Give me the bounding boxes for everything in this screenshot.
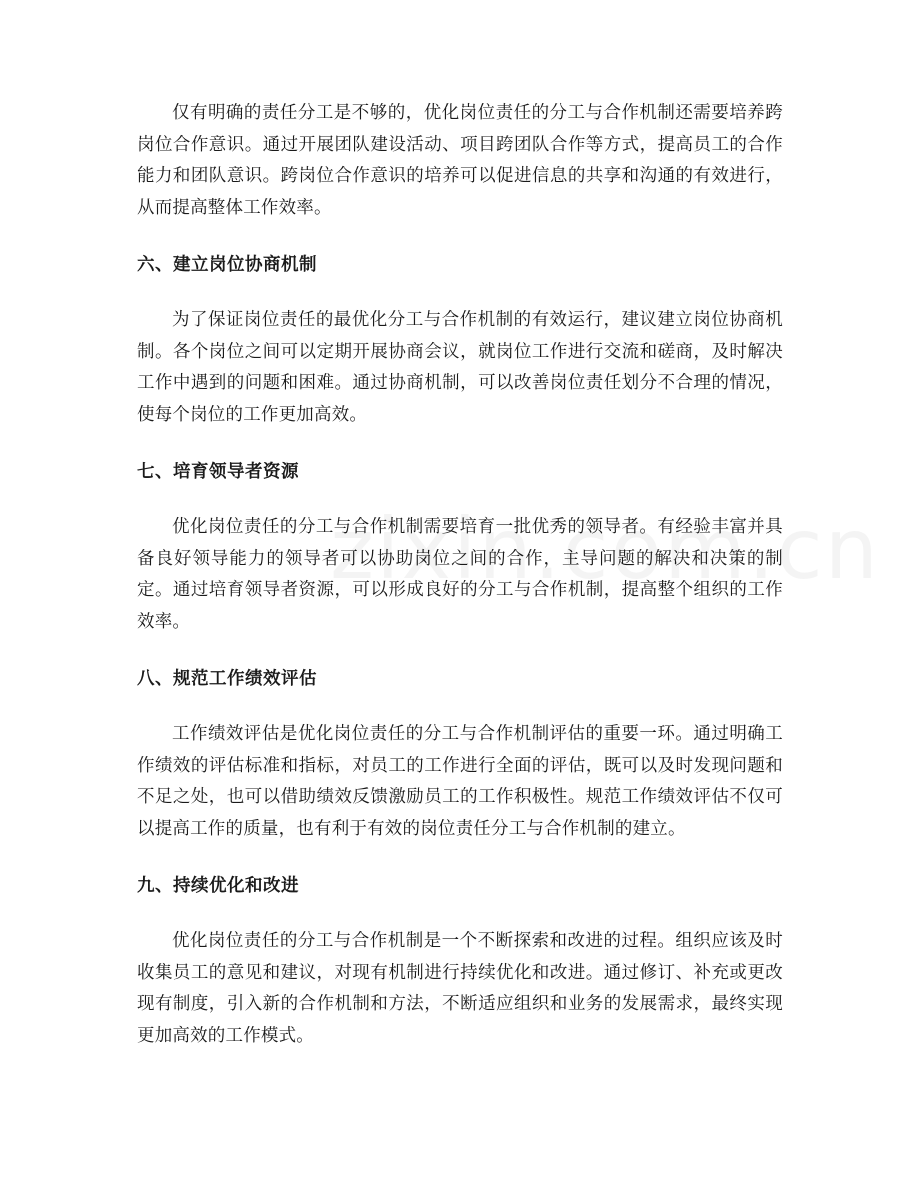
paragraph: 仅有明确的责任分工是不够的，优化岗位责任的分工与合作机制还需要培养跨岗位合作意识。通过开展团队建设活动、项目跨团队合作等方式，提高员工的合作能力和团队意识。跨岗位合作意识的培养可以促进信息的共享和沟通的有效进行，从而提高整体工作效率。 bbox=[137, 103, 783, 218]
paragraph: 为了保证岗位责任的最优化分工与合作机制的有效运行，建议建立岗位协商机制。各个岗位之间可以定期开展协商会议，就岗位工作进行交流和磋商，及时解决工作中遇到的问题和困难。通过协商机制，可以改善岗位责任划分不合理的情况，使每个岗位的工作更加高效。 bbox=[137, 310, 783, 425]
section-heading: 六、建立岗位协商机制 bbox=[137, 255, 317, 275]
paragraph: 优化岗位责任的分工与合作机制是一个不断探索和改进的过程。组织应该及时收集员工的意见和建议，对现有机制进行持续优化和改进。通过修订、补充或更改现有制度，引入新的合作机制和方法，不断适应组织和业务的发展需求，最终实现更加高效的工作模式。 bbox=[137, 931, 783, 1046]
paragraph: 工作绩效评估是优化岗位责任的分工与合作机制评估的重要一环。通过明确工作绩效的评估标准和指标，对员工的工作进行全面的评估，既可以及时发现问题和不足之处，也可以借助绩效反馈激励员工的工作积极性。规范工作绩效评估不仅可以提高工作的质量，也有利于有效的岗位责任分工与合作机制的建立。 bbox=[137, 724, 783, 839]
paragraph: 优化岗位责任的分工与合作机制需要培育一批优秀的领导者。有经验丰富并具备良好领导能力的领导者可以协助岗位之间的合作，主导问题的解决和决策的制定。通过培育领导者资源，可以形成良好的分工与合作机制，提高整个组织的工作效率。 bbox=[137, 517, 783, 632]
section-heading: 七、培育领导者资源 bbox=[137, 462, 299, 482]
section-heading: 八、规范工作绩效评估 bbox=[137, 669, 317, 689]
document-body bbox=[137, 98, 783, 1078]
section-heading: 九、持续优化和改进 bbox=[137, 876, 299, 896]
